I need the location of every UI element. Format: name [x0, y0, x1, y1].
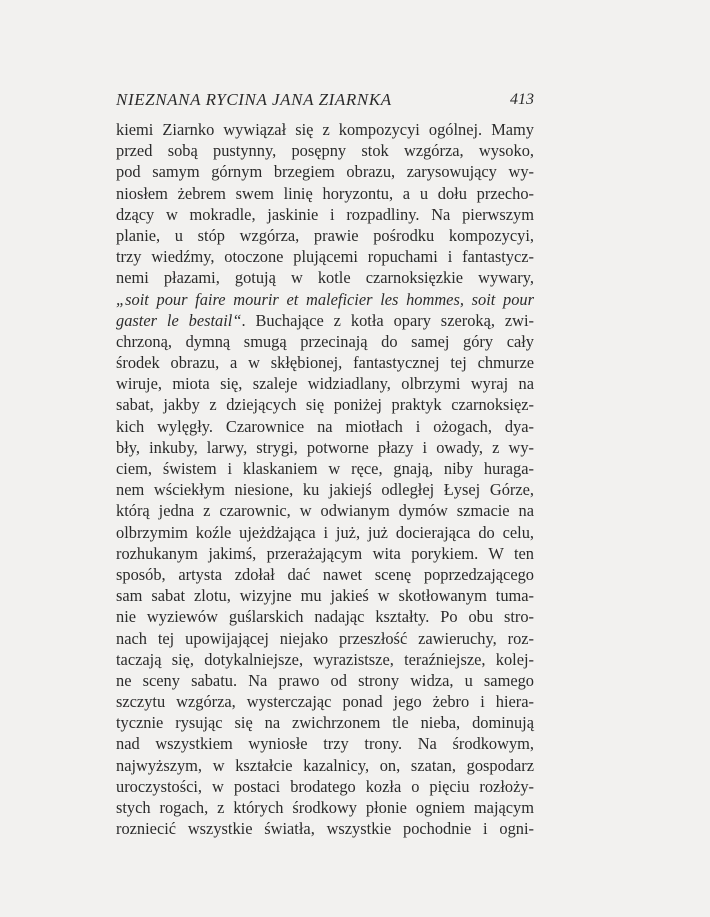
- text-line: planie, u stóp wzgórza, prawie pośrodku kompozycyi,: [116, 225, 534, 245]
- text-line: nach tej upowijającej niejako przeszłość zawieruchy, roz-: [116, 628, 534, 648]
- text-line: środek obrazu, a w skłębionej, fantastycznej tej chmurze: [116, 353, 534, 373]
- text-line: sposób, artysta zdołał dać nawet scenę poprzedzającego: [116, 564, 534, 584]
- running-title: NIEZNANA RYCINA JANA ZIARNKA: [116, 90, 392, 109]
- text-line: najwyższym, w kształcie kazalnicy, on, szatan, gospodarz: [116, 755, 534, 775]
- text-line: trzy wiedźmy, otoczone plującemi ropuchami i fantastycz-: [116, 247, 534, 267]
- text-line: chrzoną, dymną smugą przecinają do samej góry cały: [116, 331, 534, 351]
- page-number: 413: [510, 91, 534, 108]
- text-line: ciem, świstem i klaskaniem w ręce, gnają, niby huraga-: [116, 459, 534, 478]
- text-line: wiruje, miota się, szaleje widziadlany, olbrzymi wyraj na: [116, 374, 534, 394]
- text-line: taczają się, dotykalniejsze, wyrazistsze, teraźniejsze, kolej-: [116, 649, 534, 669]
- text-line-italic-quote: „soit pour faire mourir et maleficier les hommes, soit pour: [116, 289, 534, 309]
- text-line: pod samym górnym brzegiem obrazu, zarysowujący wy-: [116, 162, 534, 182]
- text-line: kich wylęgły. Czarownice na miotłach i ożogach, dya-: [116, 416, 534, 436]
- text-line: stych rogach, z których środkowy płonie ogniem mającym: [116, 798, 534, 817]
- text-line: nad wszystkiem wyniosłe trzy trony. Na środkowym,: [116, 734, 534, 754]
- text-line: nem wściekłym niesione, ku jakiejś odległej Łysej Górze,: [116, 480, 534, 500]
- text-line: sam sabat zlotu, wizyjne mu jakieś w skotłowanym tuma-: [116, 586, 534, 606]
- text-line: przed sobą pustynny, posępny stok wzgórza, wysoko,: [116, 141, 534, 161]
- text-line: rozniecić wszystkie światła, wszystkie pochodnie i ogni-: [116, 819, 534, 839]
- quote-continuation: . Buchające z kotła opary szeroką, zwi-: [241, 310, 535, 330]
- body-text: [116, 119, 534, 839]
- text-line: ne sceny sabatu. Na prawo od strony widza, u samego: [116, 670, 534, 690]
- text-line: kiemi Ziarnko wywiązał się z kompozycyi ogólnej. Mamy: [116, 120, 534, 139]
- text-line: sabat, jakby z dziejących się poniżej praktyk czarnoksięz-: [116, 395, 534, 415]
- text-line: którą jedna z czarownic, w odwianym dymów szmacie na: [116, 501, 534, 521]
- text-line: szczytu wzgórza, wysterczając ponad jego żebro i hiera-: [116, 692, 534, 712]
- text-line: tycznie rysując się na zwichrzonem tle nieba, dominują: [116, 713, 534, 733]
- text-line: bły, inkuby, larwy, strygi, potworne płazy i owady, z wy-: [116, 437, 534, 457]
- text-line: uroczystości, w postaci brodatego kozła o pięciu rozłoży-: [116, 776, 534, 796]
- text-line: nemi płazami, gotują w kotle czarnoksięzkie wywary,: [116, 268, 534, 288]
- text-line: olbrzymim koźle ujeżdżająca i już, już docierająca do celu,: [116, 522, 534, 542]
- text-line: rozhukanym jakimś, przerażającym wita porykiem. W ten: [116, 543, 534, 563]
- text-line: dzący w mokradle, jaskinie i rozpadliny. Na pierwszym: [116, 204, 534, 224]
- text-line: niosłem żebrem swem linię horyzontu, a u dołu przecho-: [116, 183, 534, 203]
- running-head: [116, 90, 534, 114]
- text-line: nie wyziewów guślarskich nadając kształty. Po obu stro-: [116, 607, 534, 627]
- italic-quote-fragment: gaster le bestail“: [116, 310, 242, 330]
- text-line-italic-quote-end: [116, 310, 534, 331]
